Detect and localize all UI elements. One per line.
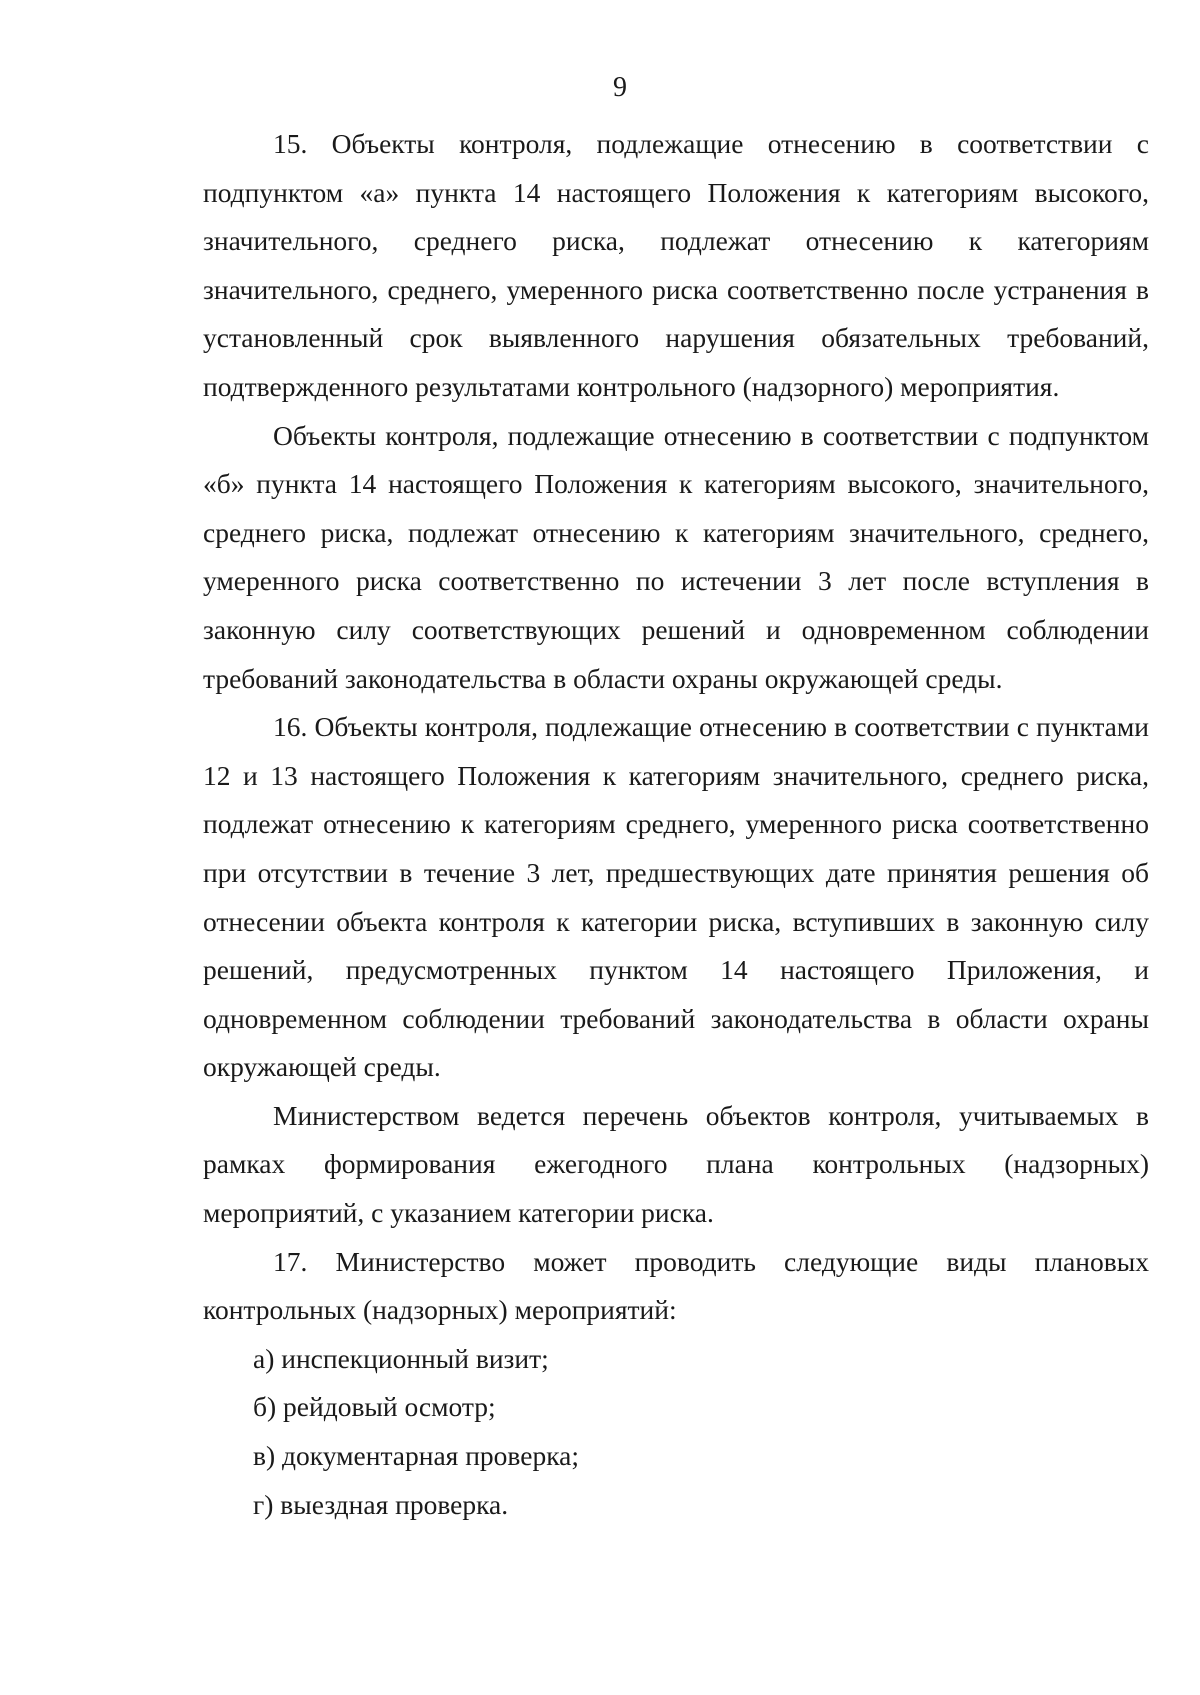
list-item-b: б) рейдовый осмотр; bbox=[253, 1391, 496, 1423]
document-body bbox=[203, 120, 1149, 1529]
page-number: 9 bbox=[613, 72, 627, 103]
paragraph-ministry-list: Министерством ведется перечень объектов контроля, учитываемых в рамках формирования ежегодного плана контрольных (надзорных) мероприятий, с указанием категории риска. bbox=[203, 1099, 1149, 1229]
list-item-c: в) документарная проверка; bbox=[253, 1440, 579, 1472]
paragraph-17: 17. Министерство может проводить следующие виды плановых контрольных (надзорных) мероприятий: bbox=[203, 1245, 1149, 1326]
paragraph-15: 15. Объекты контроля, подлежащие отнесению в соответствии с подпунктом «а» пункта 14 настоящего Положения к категориям высокого, значительного, среднего риска, подлежат отнесению к категориям значительного, среднего, умеренного риска соответственно после устранения в установленный срок выявленного нарушения обязательных требований, подтвержденного результатами контрольного (надзорного) мероприятия. bbox=[203, 128, 1149, 402]
paragraph-15-b: Объекты контроля, подлежащие отнесению в соответствии с подпунктом «б» пункта 14 настоящего Положения к категориям высокого, значительного, среднего риска, подлежат отнесению к категориям значительного, среднего, умеренного риска соответственно по истечении 3 лет после вступления в законную силу соответствующих решений и одновременном соблюдении требований законодательства в области охраны окружающей среды. bbox=[203, 419, 1149, 694]
paragraph-16: 16. Объекты контроля, подлежащие отнесению в соответствии с пунктами 12 и 13 настоящего Положения к категориям значительного, среднего риска, подлежат отнесению к категориям среднего, умеренного риска соответственно при отсутствии в течение 3 лет, предшествующих дате принятия решения об отнесении объекта контроля к категории риска, вступивших в законную силу решений, предусмотренных пунктом 14 настоящего Приложения, и одновременном соблюдении требований законодательства в области охраны окружающей среды. bbox=[203, 711, 1149, 1083]
list-item-d: г) выездная проверка. bbox=[253, 1488, 509, 1520]
list-item-a: а) инспекционный визит; bbox=[253, 1342, 549, 1374]
